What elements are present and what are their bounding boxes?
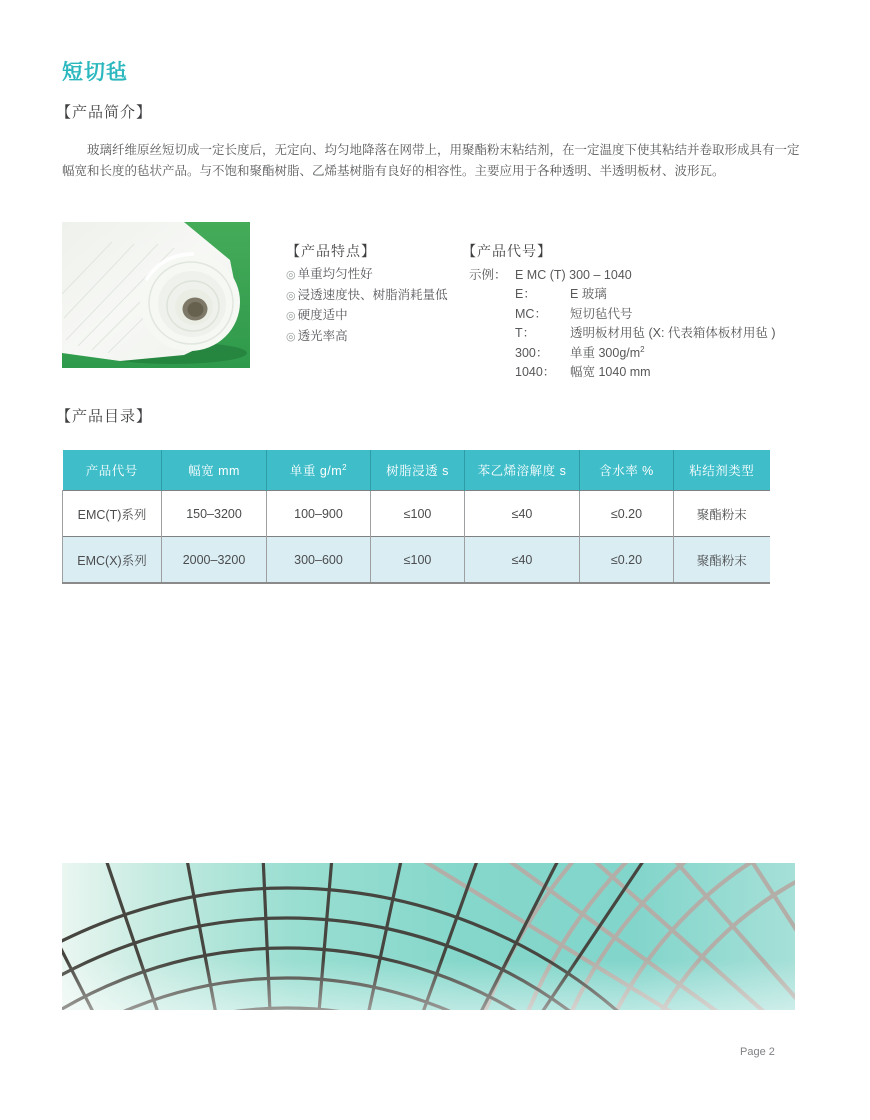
code-row (462, 324, 812, 343)
code-row (462, 344, 812, 363)
feature-label: 浸透速度快、树脂消耗量低 (297, 287, 448, 302)
code-key: T： (515, 326, 536, 341)
example-label: 示例： (469, 268, 507, 282)
cell: 2000–3200 (162, 537, 267, 584)
col-header-unit-weight: 单重 $g/m^2$ (267, 450, 371, 491)
features-heading: 【产品特点】 (286, 243, 376, 259)
cell: 100–900 (267, 491, 371, 537)
product-code-heading: 【产品代号】 (462, 243, 552, 259)
code-desc: 单重 $300g/m^2$ (570, 344, 645, 360)
code-row (462, 363, 812, 382)
code-key: 300： (515, 345, 549, 360)
table-row-emct (63, 491, 770, 537)
product-photo (62, 222, 250, 368)
cell: ≤100 (371, 491, 465, 537)
circle-bullet-icon: ◎ (286, 289, 296, 302)
product-code-section (462, 241, 812, 382)
example-value: E MC (T) 300 – 1040 (515, 268, 632, 282)
circle-bullet-icon: ◎ (286, 310, 296, 322)
code-desc: 短切毡代号 (570, 306, 633, 321)
code-key: MC： (515, 306, 547, 321)
intro-paragraph: 玻璃纤维原丝短切成一定长度后，无定向、均匀地降落在网带上，用聚酯粉末粘结剂，在一定温度下使其粘结并卷取形成具有一定幅宽和长度的毡状产品。与不饱和聚酯树脂、乙烯基树脂有良好的相容性。主要应用于各种透明、半透明板材、波形瓦。 (62, 143, 800, 178)
code-key: E： (515, 287, 536, 302)
cell: ≤0.20 (580, 537, 674, 584)
col-header-moisture: 含水率 % (580, 450, 674, 491)
code-row (462, 285, 812, 304)
code-example-row (462, 266, 812, 285)
col-header-product-code: 产品代号 (63, 450, 162, 491)
circle-bullet-icon: ◎ (286, 330, 296, 343)
col-header-width: 幅宽 mm (162, 450, 267, 491)
feature-item (286, 306, 466, 327)
product-catalog-table (62, 450, 770, 584)
col-header-resin-wetting: 树脂浸透 s (371, 450, 465, 491)
cell: 聚酯粉末 (674, 537, 770, 584)
col-header-styrene-solubility: 苯乙烯溶解度 s (465, 450, 580, 491)
code-desc: 透明板材用毡 (X: 代表箱体板材用毡 ) (570, 326, 776, 341)
cell: ≤40 (465, 537, 580, 584)
cell: 300–600 (267, 537, 371, 584)
cell: 150–3200 (162, 491, 267, 537)
cell: 聚酯粉末 (674, 491, 770, 537)
feature-item (286, 327, 466, 348)
cell: EMC(X)系列 (63, 537, 162, 584)
architecture-photo (62, 863, 795, 1010)
feature-item (286, 265, 466, 286)
cell: ≤0.20 (580, 491, 674, 537)
cell: ≤100 (371, 537, 465, 584)
feature-item (286, 286, 466, 307)
code-desc: E 玻璃 (570, 287, 607, 302)
page-number: Page 2 (740, 1046, 775, 1058)
table-row-emcx (63, 537, 770, 584)
catalog-heading: 【产品目录】 (56, 408, 153, 425)
table-header-row (63, 450, 770, 491)
intro-heading: 【产品简介】 (56, 104, 153, 121)
feature-label: 透光率高 (297, 328, 348, 343)
circle-bullet-icon: ◎ (286, 269, 296, 281)
cell: EMC(T)系列 (63, 491, 162, 537)
code-row (462, 305, 812, 324)
code-key: 1040： (515, 365, 556, 380)
features-section (286, 241, 466, 347)
code-desc: 幅宽 1040 mm (570, 365, 651, 380)
page-title: 短切毡 (62, 61, 128, 84)
feature-label: 硬度适中 (297, 308, 348, 322)
col-header-binder-type: 粘结剂类型 (674, 450, 770, 491)
cell: ≤40 (465, 491, 580, 537)
feature-label: 单重均匀性好 (297, 267, 373, 281)
